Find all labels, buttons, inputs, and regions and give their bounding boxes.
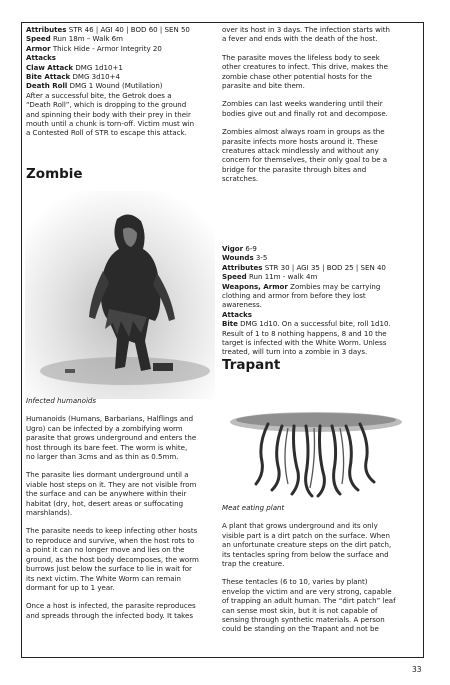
death-roll-desc-line: a Contested Roll of STR to escape this attack. bbox=[26, 128, 187, 138]
right-column-top bbox=[222, 25, 414, 193]
zombie-bite: Bite DMG 1d10. On a successful bite, roll 1d10. bbox=[222, 319, 391, 329]
trapant-subtitle: Meat eating plant bbox=[222, 503, 285, 512]
left-column-top bbox=[26, 25, 221, 138]
page-number: 33 bbox=[412, 665, 422, 674]
zombie-weapons-line: awareness. bbox=[222, 300, 262, 310]
zombie-bite-line: Result of 1 to 8 nothing happens, 8 and 10 the bbox=[222, 328, 387, 338]
death-roll-desc-line: After a successful bite, the Getrok does a bbox=[26, 90, 172, 100]
zombie-weapons-line: clothing and armor from before they lost bbox=[222, 291, 366, 301]
zombie-paragraph: Zombies can last weeks wandering until their bodies give out and finally rot and decompose. bbox=[222, 99, 388, 118]
trapant-heading-wrap bbox=[222, 357, 414, 373]
zombie-paragraph: Zombies almost always roam in groups as the parasite infects more hosts around it. These creatures attack mindlessly and without any concern for themselves, their only goal to be a bridge for the parasite through bites and scratches. bbox=[222, 127, 388, 184]
getrok-death-roll: Death Roll DMG 1 Wound (Mutilation) bbox=[26, 81, 163, 91]
zombie-paragraph: over its host in 3 days. The infection starts with a fever and ends with the death of the host. bbox=[222, 25, 391, 44]
zombie-illustration bbox=[25, 191, 215, 399]
trapant-paragraph: These tentacles (6 to 10, varies by plant) envelop the victim and are very strong, capable of trapping an adult human. The “dirt patch” leaf can sense most skin, but it is not capable of sensing through synthetic materials. A person could be standing on the Trapant and not be bbox=[222, 577, 396, 634]
death-roll-desc-line: “Death Roll”, which is dropping to the ground bbox=[26, 100, 187, 110]
death-roll-desc-line: mouth until a chunk is torn-off. Victim must win bbox=[26, 119, 195, 129]
getrok-speed: Speed Run 18m – Walk 6m bbox=[26, 34, 124, 44]
zombie-vigor: Vigor 6-9 bbox=[222, 244, 257, 253]
zombie-weapons: Weapons, Armor Zombies may be carrying bbox=[222, 281, 381, 291]
zombie-heading: Zombie bbox=[26, 166, 83, 182]
getrok-claw-attack: Claw Attack DMG 1d10+1 bbox=[26, 62, 123, 72]
zombie-paragraph: Humanoids (Humans, Barbarians, Halflings and Ugro) can be infected by a zombifying worm parasite that grows underground and enters the host through its bare feet. The worm is white, no larger than 3cms and as thin as 0.5mm. bbox=[26, 414, 197, 462]
zombie-left-text bbox=[26, 396, 221, 629]
zombie-bite-line: treated, will turn into a zombie in 3 days. bbox=[222, 347, 368, 357]
zombie-paragraph: The parasite moves the lifeless body to seek other creatures to infect. This drive, makes the zombie chase other potential hosts for the parasite and bite them. bbox=[222, 52, 388, 91]
zombie-attacks-label: Attacks bbox=[222, 309, 253, 319]
getrok-attributes: Attributes STR 46 | AGI 40 | BOD 60 | SEN 50 bbox=[26, 25, 190, 34]
getrok-attacks-label: Attacks bbox=[26, 53, 57, 63]
zombie-subtitle: Infected humanoids bbox=[26, 396, 97, 405]
zombie-paragraph: Once a host is infected, the parasite reproduces and spreads through the infected body. It takes bbox=[26, 601, 196, 620]
trapant-text bbox=[222, 503, 414, 643]
death-roll-desc-line: and spinning their body with their prey in their bbox=[26, 109, 191, 119]
trapant-illustration bbox=[222, 388, 410, 500]
zombie-wounds: Wounds 3-5 bbox=[222, 253, 268, 263]
zombie-speed: Speed Run 11m - walk 4m bbox=[222, 272, 318, 282]
zombie-heading-wrap bbox=[26, 166, 221, 182]
trapant-paragraph: A plant that grows underground and its only visible part is a dirt patch on the surface. When an unfortunate creature steps on the dirt patch, its tentacles spring from below the surface and trap the creature. bbox=[222, 521, 392, 569]
zombie-paragraph: The parasite needs to keep infecting other hosts to reproduce and survive, when the host rots to a point it can no longer move and lies on the ground, as the host body decomposes, the worm burrows just below the surface to lie in wait for its next victim. The White Worm can remain dormant for up to 1 year. bbox=[26, 526, 199, 592]
getrok-bite-attack: Bite Attack DMG 3d10+4 bbox=[26, 72, 120, 82]
zombie-stats bbox=[222, 244, 414, 357]
getrok-armor: Armor Thick Hide - Armor Integrity 20 bbox=[26, 43, 162, 53]
zombie-paragraph: The parasite lies dormant underground until a viable host steps on it. They are not visible from the surface and can be anywhere within their habitat (dry, hot, desert areas or suffocating marshlands). bbox=[26, 470, 197, 518]
zombie-attributes: Attributes STR 30 | AGI 35 | BOD 25 | SEN 40 bbox=[222, 262, 386, 272]
trapant-heading: Trapant bbox=[222, 357, 281, 373]
zombie-bite-line: target is infected with the White Worm. Unless bbox=[222, 338, 387, 348]
